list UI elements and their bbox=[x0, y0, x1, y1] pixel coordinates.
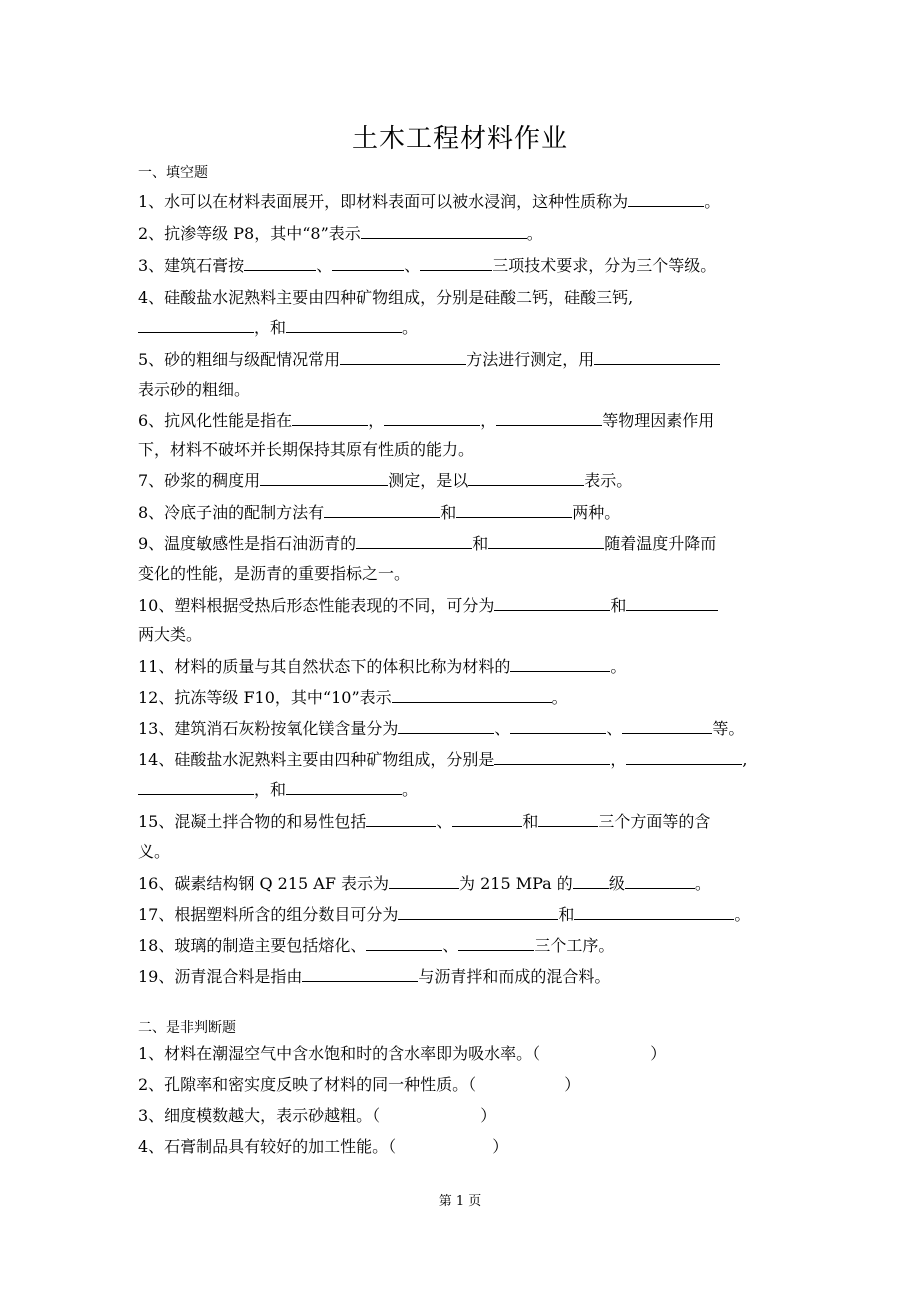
question-18: 18、玻璃的制造主要包括熔化、 、 三个工序。 bbox=[138, 936, 615, 955]
answer-blank[interactable] bbox=[260, 471, 388, 486]
question-6: 6、抗风化性能是指在 ， ， 等物理因素作用 bbox=[138, 411, 715, 430]
page-number: 第 1 页 bbox=[438, 1194, 482, 1209]
question-9-cont: 变化的性能，是沥青的重要指标之一。 bbox=[138, 564, 411, 583]
question-16: 16、碳素结构钢 Q 215 AF 表示为 为 215 MPa 的 级 。 bbox=[138, 874, 711, 893]
question-6-cont: 下，材料不破坏并长期保持其原有性质的能力。 bbox=[138, 440, 475, 459]
tf-question-4: 4、石膏制品具有较好的加工性能。（ ） bbox=[138, 1137, 509, 1156]
question-5: 5、砂的粗细与级配情况常用 方法进行测定，用 bbox=[138, 350, 720, 370]
answer-blank[interactable] bbox=[510, 719, 606, 734]
question-5-cont: 表示砂的粗细。 bbox=[138, 380, 251, 399]
answer-blank[interactable] bbox=[356, 534, 472, 549]
question-12: 12、抗冻等级 F10，其中“10”表示 。 bbox=[138, 688, 568, 707]
answer-blank[interactable] bbox=[138, 780, 254, 795]
answer-blank[interactable] bbox=[302, 967, 418, 982]
tf-question-1: 1、材料在潮湿空气中含水饱和时的含水率即为吸水率。（ ） bbox=[138, 1044, 667, 1063]
answer-blank[interactable] bbox=[332, 256, 404, 271]
answer-blank[interactable] bbox=[366, 936, 442, 951]
question-10: 10、塑料根据受热后形态性能表现的不同，可分为 和 bbox=[138, 596, 718, 616]
answer-blank[interactable] bbox=[626, 750, 742, 765]
answer-blank[interactable] bbox=[392, 688, 552, 703]
answer-blank[interactable] bbox=[420, 256, 492, 271]
answer-blank[interactable] bbox=[494, 596, 610, 611]
answer-blank[interactable] bbox=[456, 503, 572, 518]
answer-blank[interactable] bbox=[384, 411, 480, 426]
answer-blank[interactable] bbox=[538, 812, 598, 827]
answer-blank[interactable] bbox=[594, 350, 720, 365]
question-7: 7、砂浆的稠度用 测定，是以 表示。 bbox=[138, 471, 633, 490]
answer-blank[interactable] bbox=[286, 318, 402, 333]
answer-blank[interactable] bbox=[628, 192, 704, 207]
answer-blank[interactable] bbox=[244, 256, 316, 271]
question-17: 17、根据塑料所含的组分数目可分为 和 。 bbox=[138, 905, 751, 924]
answer-blank[interactable] bbox=[389, 874, 459, 889]
answer-blank[interactable] bbox=[488, 534, 604, 549]
question-19: 19、沥青混合料是指由 与沥青拌和而成的混合料。 bbox=[138, 967, 611, 986]
section-heading-fill-in: 一、填空题 bbox=[138, 165, 208, 181]
answer-blank[interactable] bbox=[452, 812, 522, 827]
question-9: 9、温度敏感性是指石油沥青的 和 随着温度升降而 bbox=[138, 534, 717, 553]
answer-blank[interactable] bbox=[625, 874, 695, 889]
section-heading-true-false: 二、是非判断题 bbox=[138, 1020, 236, 1036]
question-15: 15、混凝土拌合物的和易性包括 、 和 三个方面等的含 bbox=[138, 812, 711, 831]
answer-blank[interactable] bbox=[458, 936, 534, 951]
question-14: 14、硅酸盐水泥熟料主要由四种矿物组成，分别是 ， , bbox=[138, 750, 748, 769]
question-1: 1、水可以在材料表面展开，即材料表面可以被水浸润，这种性质称为 。 bbox=[138, 192, 721, 211]
question-3: 3、建筑石膏按 、 、 三项技术要求，分为三个等级。 bbox=[138, 256, 717, 275]
answer-blank[interactable] bbox=[573, 874, 609, 889]
answer-blank[interactable] bbox=[494, 750, 610, 765]
answer-blank[interactable] bbox=[324, 503, 440, 518]
answer-blank[interactable] bbox=[366, 812, 436, 827]
question-14-cont: ，和 。 bbox=[138, 780, 418, 800]
question-4-cont: ，和 。 bbox=[138, 318, 418, 338]
answer-blank[interactable] bbox=[574, 905, 734, 920]
question-4: 4、硅酸盐水泥熟料主要由四种矿物组成，分别是硅酸二钙，硅酸三钙, bbox=[138, 288, 634, 307]
answer-blank[interactable] bbox=[361, 224, 527, 239]
question-13: 13、建筑消石灰粉按氧化镁含量分为 、 、 等。 bbox=[138, 719, 745, 738]
tf-question-3: 3、细度模数越大，表示砂越粗。（ ） bbox=[138, 1106, 497, 1125]
question-10-cont: 两大类。 bbox=[138, 625, 203, 644]
question-8: 8、冷底子油的配制方法有 和 两种。 bbox=[138, 503, 621, 522]
answer-blank[interactable] bbox=[340, 350, 466, 365]
answer-blank[interactable] bbox=[496, 411, 602, 426]
answer-blank[interactable] bbox=[510, 657, 610, 672]
answer-blank[interactable] bbox=[138, 318, 254, 333]
answer-blank[interactable] bbox=[398, 905, 558, 920]
question-15-cont: 义。 bbox=[138, 842, 171, 861]
question-2: 2、抗渗等级 P8，其中“8”表示 。 bbox=[138, 224, 543, 243]
tf-question-2: 2、孔隙率和密实度反映了材料的同一种性质。（ ） bbox=[138, 1075, 581, 1094]
answer-blank[interactable] bbox=[286, 780, 402, 795]
page-title: 土木工程材料作业 bbox=[351, 124, 568, 154]
answer-blank[interactable] bbox=[622, 719, 712, 734]
question-11: 11、材料的质量与其自然状态下的体积比称为材料的 。 bbox=[138, 657, 627, 676]
answer-blank[interactable] bbox=[468, 471, 584, 486]
answer-blank[interactable] bbox=[398, 719, 494, 734]
answer-blank[interactable] bbox=[626, 596, 718, 611]
answer-blank[interactable] bbox=[292, 411, 368, 426]
